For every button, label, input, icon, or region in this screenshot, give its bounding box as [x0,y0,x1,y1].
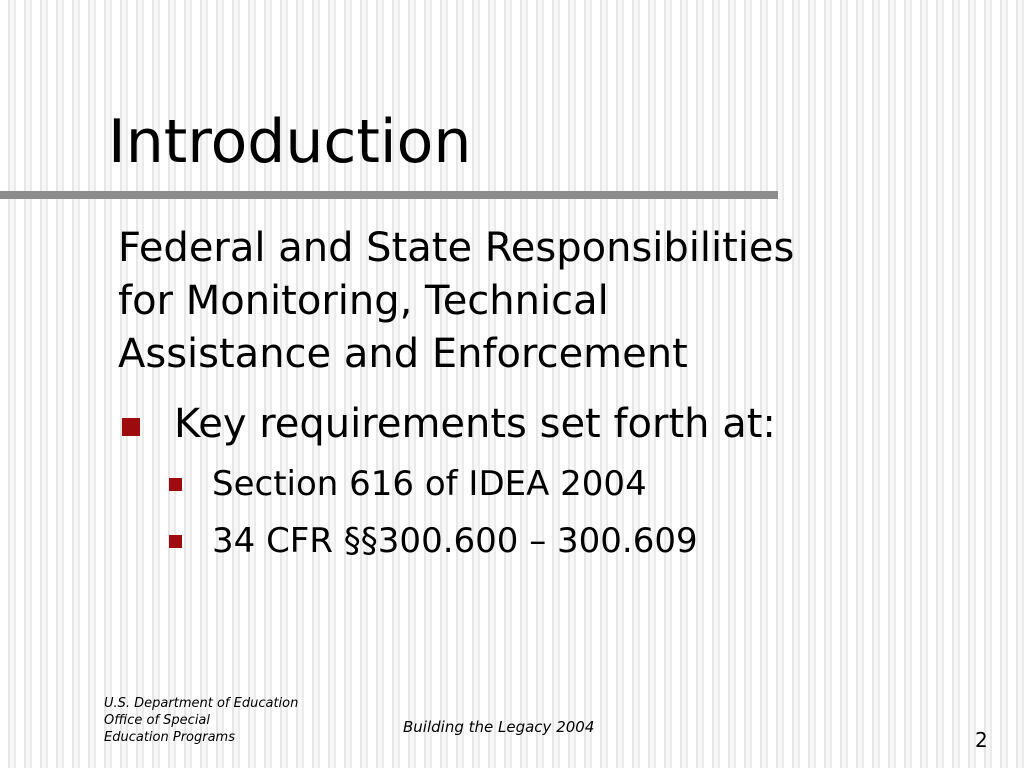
intro-line: Assistance and Enforcement [118,331,688,377]
slide-title: Introduction [108,107,472,177]
title-divider [0,191,778,199]
footer-org-line: Office of Special [104,713,211,728]
footer-org-line: Education Programs [104,730,235,745]
footer-event-title: Building the Legacy 2004 [403,718,595,736]
bullet-text: Key requirements set forth at: [174,401,776,447]
intro-line: for Monitoring, Technical [118,278,609,324]
intro-line: Federal and State Responsibilities [118,225,795,271]
square-bullet-icon [169,535,182,548]
slide-number: 2 [975,728,988,752]
square-bullet-icon [122,418,140,436]
sub-bullet-text: Section 616 of IDEA 2004 [212,464,647,504]
footer-org-line: U.S. Department of Education [104,696,299,711]
square-bullet-icon [169,478,182,491]
intro-text [118,222,938,381]
sub-bullet-text: 34 CFR §§300.600 – 300.609 [212,521,698,561]
footer-organization [104,695,298,746]
